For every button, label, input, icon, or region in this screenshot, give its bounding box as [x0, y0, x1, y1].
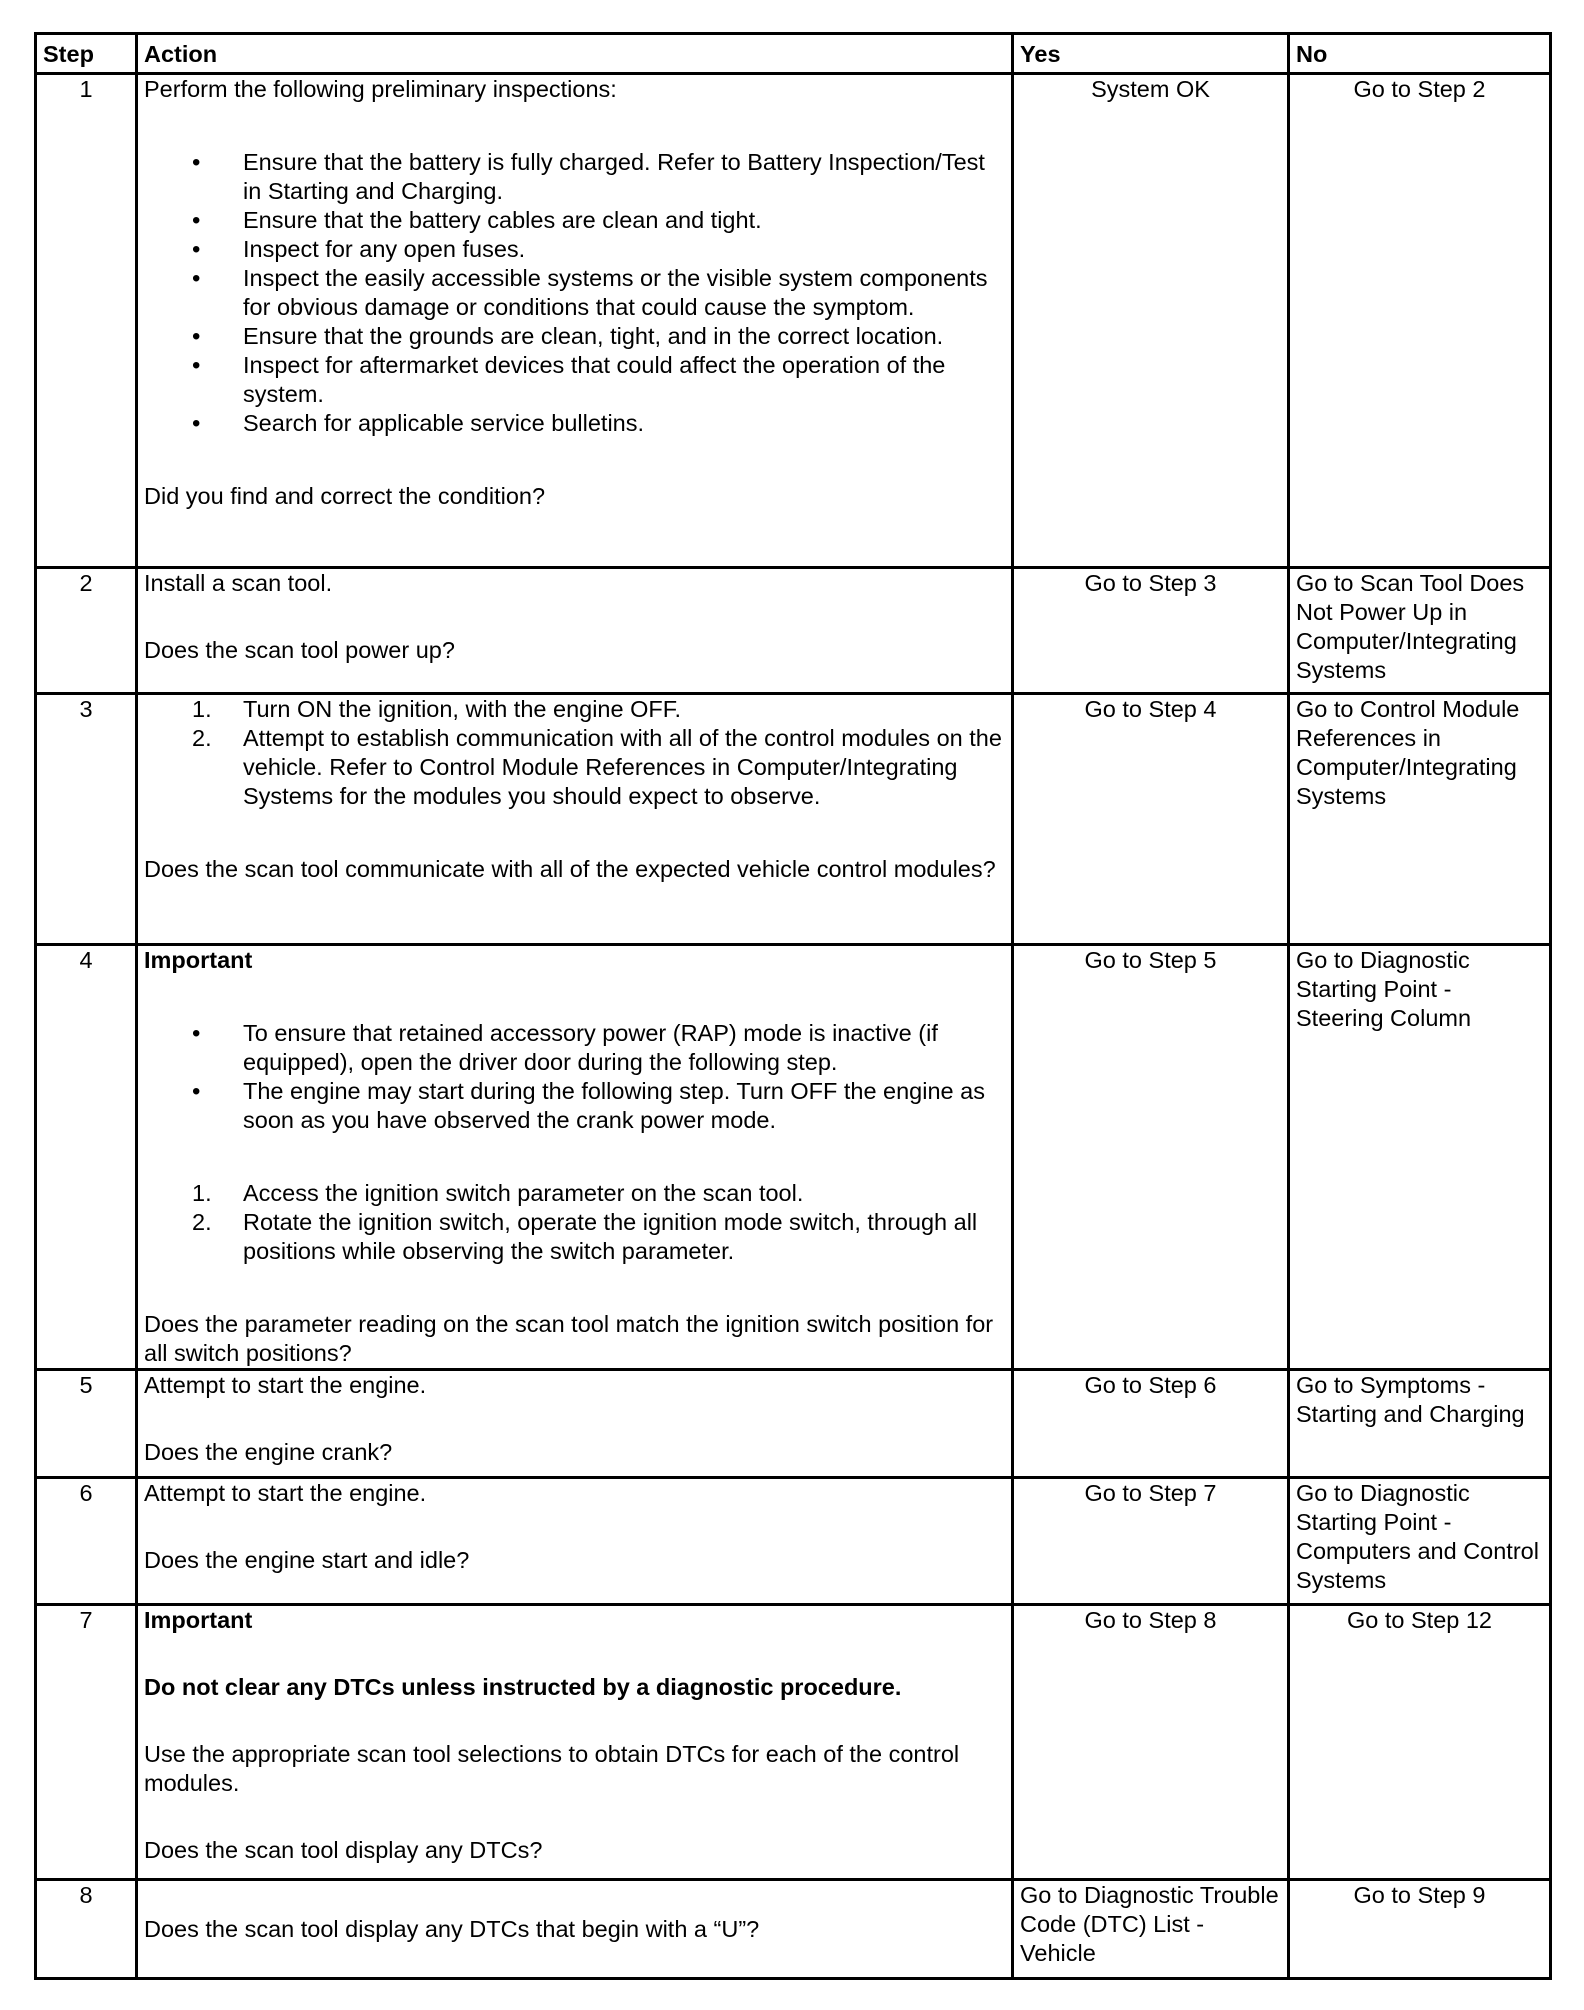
bullet-list [144, 148, 1005, 438]
action-cell [137, 1605, 1013, 1880]
yes-cell: System OK [1013, 74, 1289, 568]
list-item: • To ensure that retained accessory power (RAP) mode is inactive (if equipped), open the driver door during the following step. [144, 1019, 1005, 1077]
action-intro: Attempt to start the engine. [144, 1372, 427, 1398]
warning-text: Do not clear any DTCs unless instructed by a diagnostic procedure. [144, 1674, 902, 1700]
step-number: 7 [36, 1605, 137, 1880]
yes-cell: Go to Step 6 [1013, 1370, 1289, 1478]
step-number: 5 [36, 1370, 137, 1478]
bullet-list [144, 1019, 1005, 1135]
table-row [36, 1370, 1551, 1478]
list-item: 1. Access the ignition switch parameter on the scan tool. [192, 1180, 804, 1206]
important-label: Important [144, 947, 253, 973]
table-row [36, 945, 1551, 1370]
no-cell: Go to Symptoms - Starting and Charging [1289, 1370, 1551, 1478]
instruction-text: Use the appropriate scan tool selections to obtain DTCs for each of the control modules. [144, 1741, 960, 1796]
action-cell [137, 694, 1013, 945]
action-question: Does the scan tool display any DTCs that begin with a “U”? [144, 1915, 760, 1942]
list-item: • Ensure that the battery is fully charged. Refer to Battery Inspection/Test in Starting and Charging. [144, 148, 1005, 206]
numbered-list [144, 695, 1005, 811]
table-row [36, 74, 1551, 568]
important-label: Important [144, 1607, 253, 1633]
action-question: Does the scan tool communicate with all of the expected vehicle control modules? [144, 856, 996, 882]
action-cell [137, 1478, 1013, 1605]
action-question: Does the engine start and idle? [144, 1547, 470, 1573]
diagnostic-table [34, 32, 1552, 1980]
step-number: 1 [36, 74, 137, 568]
yes-cell: Go to Step 8 [1013, 1605, 1289, 1880]
no-cell: Go to Step 9 [1289, 1880, 1551, 1979]
list-item: • The engine may start during the following step. Turn OFF the engine as soon as you have observed the crank power mode. [144, 1077, 1005, 1135]
action-question: Does the engine crank? [144, 1439, 393, 1465]
step-number: 3 [36, 694, 137, 945]
yes-cell: Go to Step 4 [1013, 694, 1289, 945]
no-cell: Go to Diagnostic Starting Point - Computers and Control Systems [1289, 1478, 1551, 1605]
table-row [36, 694, 1551, 945]
action-question: Does the scan tool display any DTCs? [144, 1837, 543, 1863]
list-item: 1. Turn ON the ignition, with the engine OFF. [192, 696, 682, 722]
list-item: 2. Attempt to establish communication with all of the control modules on the vehicle. Refer to Control Module References in Computer/Integrating Systems for the modules you should expect to observe. [192, 725, 1002, 809]
action-cell [137, 1370, 1013, 1478]
table-row [36, 1478, 1551, 1605]
list-item: • Inspect for any open fuses. [144, 235, 1005, 264]
list-item: • Ensure that the grounds are clean, tight, and in the correct location. [144, 322, 1005, 351]
table-header-row [36, 34, 1551, 74]
no-cell: Go to Scan Tool Does Not Power Up in Computer/Integrating Systems [1289, 568, 1551, 694]
yes-cell: Go to Step 5 [1013, 945, 1289, 1370]
action-cell [137, 945, 1013, 1370]
action-question: Does the scan tool power up? [144, 637, 455, 663]
list-item: • Search for applicable service bulletins. [144, 409, 1005, 438]
numbered-list [144, 1179, 1005, 1266]
no-cell: Go to Step 12 [1289, 1605, 1551, 1880]
action-intro: Install a scan tool. [144, 570, 333, 596]
list-item: • Inspect for aftermarket devices that could affect the operation of the system. [144, 351, 1005, 409]
step-number: 6 [36, 1478, 137, 1605]
header-no: No [1289, 34, 1551, 74]
no-cell: Go to Step 2 [1289, 74, 1551, 568]
yes-cell: Go to Step 3 [1013, 568, 1289, 694]
yes-cell: Go to Diagnostic Trouble Code (DTC) List - Vehicle [1013, 1880, 1289, 1979]
table-row [36, 1605, 1551, 1880]
action-intro: Attempt to start the engine. [144, 1480, 427, 1506]
step-number: 8 [36, 1880, 137, 1979]
list-item: • Ensure that the battery cables are clean and tight. [144, 206, 1005, 235]
table-row [36, 1880, 1551, 1979]
list-item: • Inspect the easily accessible systems or the visible system components for obvious damage or conditions that could cause the symptom. [144, 264, 1005, 322]
action-question: Does the parameter reading on the scan tool match the ignition switch position for all switch positions? [144, 1311, 994, 1366]
list-item: 2. Rotate the ignition switch, operate the ignition mode switch, through all positions while observing the switch parameter. [192, 1209, 978, 1264]
action-question: Did you find and correct the condition? [144, 483, 546, 509]
table-row [36, 568, 1551, 694]
header-yes: Yes [1013, 34, 1289, 74]
action-cell [137, 1880, 1013, 1979]
no-cell: Go to Control Module References in Computer/Integrating Systems [1289, 694, 1551, 945]
no-cell: Go to Diagnostic Starting Point - Steering Column [1289, 945, 1551, 1370]
action-cell [137, 74, 1013, 568]
yes-cell: Go to Step 7 [1013, 1478, 1289, 1605]
action-cell [137, 568, 1013, 694]
action-intro: Perform the following preliminary inspections: [144, 76, 617, 102]
step-number: 2 [36, 568, 137, 694]
step-number: 4 [36, 945, 137, 1370]
header-step: Step [36, 34, 137, 74]
header-action: Action [137, 34, 1013, 74]
